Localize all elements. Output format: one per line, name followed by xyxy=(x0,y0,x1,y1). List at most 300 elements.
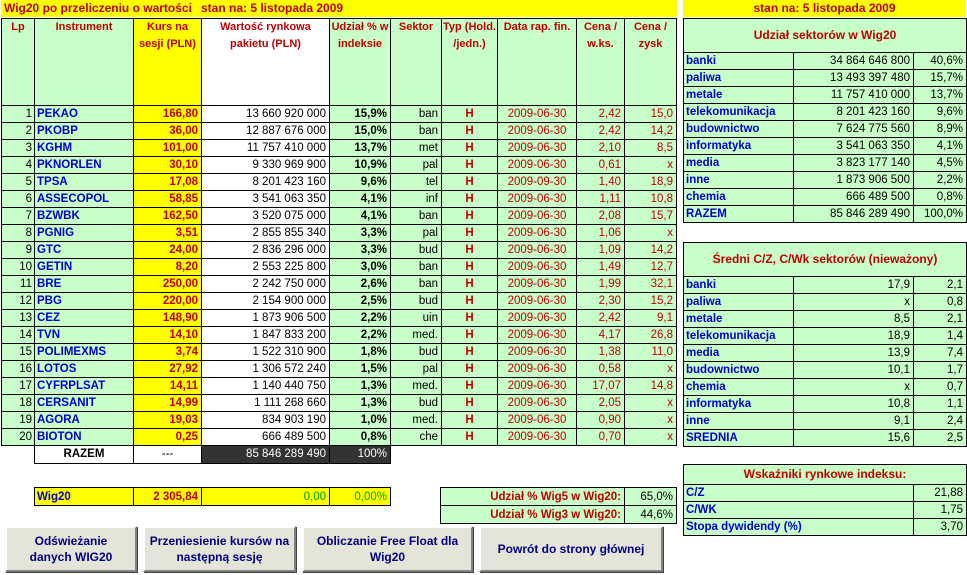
row-udzial: 3,3% xyxy=(330,225,391,242)
row-data: 2009-09-30 xyxy=(498,174,577,191)
row-kurs: 14,11 xyxy=(134,378,202,395)
total-row xyxy=(2,446,677,464)
table-row xyxy=(2,395,677,412)
table-row xyxy=(2,208,677,225)
row-kurs: 3,51 xyxy=(134,225,202,242)
sheet-title: Wig20 po przeliczeniu o wartości xyxy=(4,1,192,15)
sector-pct: 9,6% xyxy=(914,104,967,121)
indicator-name: C/WK xyxy=(684,502,914,519)
ratio-cwk: 2,1 xyxy=(914,277,967,294)
row-sektor: ban xyxy=(391,259,442,276)
row-instrument: PGNIG xyxy=(35,225,134,242)
row-typ: H xyxy=(442,344,498,361)
row-instrument: BRE xyxy=(35,276,134,293)
row-lp: 6 xyxy=(2,191,35,208)
row-lp: 7 xyxy=(2,208,35,225)
row-lp: 1 xyxy=(2,106,35,123)
row-kurs: 19,03 xyxy=(134,412,202,429)
row-kurs: 8,20 xyxy=(134,259,202,276)
row-cena-zysk: 15,7 xyxy=(625,208,677,225)
row-udzial: 4,1% xyxy=(330,208,391,225)
row-udzial: 2,6% xyxy=(330,276,391,293)
sector-pct: 15,7% xyxy=(914,70,967,87)
row-wartosc: 12 887 676 000 xyxy=(202,123,330,140)
row-instrument: BZWBK xyxy=(35,208,134,225)
list-item xyxy=(684,189,967,206)
row-kurs: 3,74 xyxy=(134,344,202,361)
row-cena-wks: 1,40 xyxy=(577,174,625,191)
row-cena-wks: 1,99 xyxy=(577,276,625,293)
row-kurs: 24,00 xyxy=(134,242,202,259)
row-udzial: 10,9% xyxy=(330,157,391,174)
list-item xyxy=(684,396,967,413)
wig20-change-pct: 0,00% xyxy=(330,488,391,506)
row-data: 2009-06-30 xyxy=(498,242,577,259)
row-typ: H xyxy=(442,429,498,446)
list-item xyxy=(684,277,967,294)
wig3-value: 44,6% xyxy=(625,506,677,524)
row-typ: H xyxy=(442,174,498,191)
row-wartosc: 13 660 920 000 xyxy=(202,106,330,123)
list-item xyxy=(684,362,967,379)
row-typ: H xyxy=(442,378,498,395)
header-instrument: Instrument xyxy=(35,19,134,106)
row-kurs: 14,10 xyxy=(134,327,202,344)
sector-ratios-heading: Średni C/Z, C/Wk sektorów (nieważony) xyxy=(684,243,967,277)
back-to-main-button[interactable]: Powrót do strony głównej xyxy=(479,526,663,572)
sector-ratios-table xyxy=(683,242,967,447)
row-sektor: med. xyxy=(391,378,442,395)
ratio-sector-name: inne xyxy=(684,413,794,430)
row-cena-wks: 2,08 xyxy=(577,208,625,225)
row-cena-zysk: 8,5 xyxy=(625,140,677,157)
row-cena-zysk: 14,2 xyxy=(625,242,677,259)
header-data: Data rap. fin. xyxy=(498,19,577,106)
row-sektor: med. xyxy=(391,327,442,344)
table-row xyxy=(2,412,677,429)
row-cena-zysk: x xyxy=(625,225,677,242)
list-item xyxy=(684,70,967,87)
row-lp: 15 xyxy=(2,344,35,361)
table-row xyxy=(2,378,677,395)
list-item xyxy=(684,294,967,311)
row-udzial: 1,5% xyxy=(330,361,391,378)
table-row xyxy=(2,106,677,123)
sector-value: 34 864 646 800 xyxy=(794,53,914,70)
row-sektor: pal xyxy=(391,225,442,242)
row-instrument: GTC xyxy=(35,242,134,259)
row-typ: H xyxy=(442,191,498,208)
ratio-sector-name: telekomunikacja xyxy=(684,328,794,345)
row-kurs: 0,25 xyxy=(134,429,202,446)
ratio-sector-name: paliwa xyxy=(684,294,794,311)
row-cena-zysk: 9,1 xyxy=(625,310,677,327)
sector-value: 3 541 063 350 xyxy=(794,138,914,155)
list-item xyxy=(684,311,967,328)
table-row xyxy=(2,259,677,276)
list-item xyxy=(684,104,967,121)
row-udzial: 1,8% xyxy=(330,344,391,361)
row-sektor: met xyxy=(391,140,442,157)
row-cena-wks: 2,30 xyxy=(577,293,625,310)
row-udzial: 2,5% xyxy=(330,293,391,310)
row-udzial: 0,8% xyxy=(330,429,391,446)
total-udzial: 100% xyxy=(330,446,391,464)
row-instrument: KGHM xyxy=(35,140,134,157)
row-cena-zysk: 14,8 xyxy=(625,378,677,395)
row-kurs: 27,92 xyxy=(134,361,202,378)
row-lp: 5 xyxy=(2,174,35,191)
row-typ: H xyxy=(442,225,498,242)
row-kurs: 36,00 xyxy=(134,123,202,140)
list-item xyxy=(684,87,967,104)
row-lp: 12 xyxy=(2,293,35,310)
row-data: 2009-06-30 xyxy=(498,276,577,293)
sector-value: 666 489 500 xyxy=(794,189,914,206)
sector-value: 13 493 397 480 xyxy=(794,70,914,87)
row-lp: 19 xyxy=(2,412,35,429)
row-lp: 18 xyxy=(2,395,35,412)
row-lp: 10 xyxy=(2,259,35,276)
total-label: RAZEM xyxy=(35,446,134,464)
row-sektor: ban xyxy=(391,208,442,225)
row-kurs: 220,00 xyxy=(134,293,202,310)
header-typ: Typ (Hold. /jedn.) xyxy=(442,19,498,106)
list-item xyxy=(684,53,967,70)
row-instrument: LOTOS xyxy=(35,361,134,378)
sector-name: media xyxy=(684,155,794,172)
row-udzial: 9,6% xyxy=(330,174,391,191)
header-kurs: Kurs na sesji (PLN) xyxy=(134,19,202,106)
sector-value: 11 757 410 000 xyxy=(794,87,914,104)
refresh-data-button[interactable]: Odświeżanie danych WIG20 xyxy=(5,526,137,572)
row-kurs: 101,00 xyxy=(134,140,202,157)
ratio-cz: 10,8 xyxy=(794,396,914,413)
row-cena-zysk: x xyxy=(625,429,677,446)
row-typ: H xyxy=(442,395,498,412)
blank-cell xyxy=(442,446,498,464)
row-instrument: TVN xyxy=(35,327,134,344)
table-row xyxy=(2,225,677,242)
table-row xyxy=(2,157,677,174)
row-typ: H xyxy=(442,361,498,378)
row-data: 2009-06-30 xyxy=(498,378,577,395)
row-udzial: 15,9% xyxy=(330,106,391,123)
wig5-value: 65,0% xyxy=(625,488,677,506)
sector-pct: 2,2% xyxy=(914,172,967,189)
row-instrument: CYFRPLSAT xyxy=(35,378,134,395)
row-typ: H xyxy=(442,310,498,327)
row-lp: 20 xyxy=(2,429,35,446)
row-instrument: AGORA xyxy=(35,412,134,429)
row-wartosc: 1 847 833 200 xyxy=(202,327,330,344)
move-prices-button[interactable]: Przeniesienie kursów na następną sesję xyxy=(143,526,296,572)
indicator-value: 3,70 xyxy=(914,519,967,536)
list-item xyxy=(684,345,967,362)
sector-value: 8 201 423 160 xyxy=(794,104,914,121)
row-wartosc: 2 242 750 000 xyxy=(202,276,330,293)
header-cena-wks: Cena / w.ks. xyxy=(577,19,625,106)
row-data: 2009-06-30 xyxy=(498,140,577,157)
row-wartosc: 1 111 268 660 xyxy=(202,395,330,412)
ratio-cz: 8,5 xyxy=(794,311,914,328)
row-data: 2009-06-30 xyxy=(498,412,577,429)
table-header xyxy=(2,19,677,106)
row-data: 2009-06-30 xyxy=(498,327,577,344)
row-lp: 11 xyxy=(2,276,35,293)
blank-cell xyxy=(498,446,577,464)
row-cena-wks: 0,61 xyxy=(577,157,625,174)
table-row xyxy=(2,327,677,344)
sector-pct: 100,0% xyxy=(914,206,967,223)
ratio-cz: 10,1 xyxy=(794,362,914,379)
sector-name: metale xyxy=(684,87,794,104)
list-item xyxy=(684,430,967,447)
row-cena-zysk: 11,0 xyxy=(625,344,677,361)
sector-value: 3 823 177 140 xyxy=(794,155,914,172)
row-udzial: 3,0% xyxy=(330,259,391,276)
row-cena-wks: 1,11 xyxy=(577,191,625,208)
ratio-cwk: 2,4 xyxy=(914,413,967,430)
sector-value: 85 846 289 490 xyxy=(794,206,914,223)
row-kurs: 17,08 xyxy=(134,174,202,191)
row-cena-zysk: 14,2 xyxy=(625,123,677,140)
ratio-cwk: 1,7 xyxy=(914,362,967,379)
ratio-sector-name: chemia xyxy=(684,379,794,396)
row-cena-wks: 0,90 xyxy=(577,412,625,429)
row-sektor: bud xyxy=(391,395,442,412)
row-wartosc: 1 140 440 750 xyxy=(202,378,330,395)
row-sektor: bud xyxy=(391,293,442,310)
list-item xyxy=(684,121,967,138)
sector-name: budownictwo xyxy=(684,121,794,138)
ratio-cwk: 2,5 xyxy=(914,430,967,447)
indicator-name: Stopa dywidendy (%) xyxy=(684,519,914,536)
row-lp: 13 xyxy=(2,310,35,327)
row-typ: H xyxy=(442,259,498,276)
ratio-cwk: 7,4 xyxy=(914,345,967,362)
row-wartosc: 2 553 225 800 xyxy=(202,259,330,276)
row-data: 2009-06-30 xyxy=(498,395,577,412)
wig5-label: Udział % Wig5 w Wig20: xyxy=(441,488,625,506)
wig20-label: Wig20 xyxy=(35,488,134,506)
sheet-title-bar xyxy=(1,0,677,17)
row-kurs: 58,85 xyxy=(134,191,202,208)
blank-cell xyxy=(577,446,625,464)
sector-value: 7 624 775 560 xyxy=(794,121,914,138)
ratio-cz: x xyxy=(794,379,914,396)
row-data: 2009-06-30 xyxy=(498,123,577,140)
row-udzial: 1,3% xyxy=(330,395,391,412)
row-sektor: bud xyxy=(391,344,442,361)
list-item xyxy=(684,502,967,519)
table-row xyxy=(2,140,677,157)
blank-cell xyxy=(391,446,442,464)
row-sektor: ban xyxy=(391,123,442,140)
row-sektor: uin xyxy=(391,310,442,327)
row-sektor: med. xyxy=(391,412,442,429)
row-wartosc: 1 873 906 500 xyxy=(202,310,330,327)
header-lp: Lp xyxy=(2,19,35,106)
row-data: 2009-06-30 xyxy=(498,293,577,310)
row-kurs: 250,00 xyxy=(134,276,202,293)
row-typ: H xyxy=(442,276,498,293)
wig-share-box xyxy=(440,487,677,524)
wig20-value: 2 305,84 xyxy=(134,488,202,506)
row-instrument: PBG xyxy=(35,293,134,310)
header-udzial: Udział % w indeksie xyxy=(330,19,391,106)
row-cena-wks: 2,05 xyxy=(577,395,625,412)
table-row xyxy=(2,123,677,140)
sector-pct: 4,5% xyxy=(914,155,967,172)
row-sektor: pal xyxy=(391,157,442,174)
total-kurs: --- xyxy=(134,446,202,464)
row-udzial: 1,0% xyxy=(330,412,391,429)
sector-name: banki xyxy=(684,53,794,70)
row-udzial: 4,1% xyxy=(330,191,391,208)
indicators-heading: Wskaźniki rynkowe indeksu: xyxy=(684,465,967,485)
row-wartosc: 9 330 969 900 xyxy=(202,157,330,174)
sector-pct: 4,1% xyxy=(914,138,967,155)
wig20-table xyxy=(1,18,677,464)
row-cena-zysk: 18,9 xyxy=(625,174,677,191)
row-cena-zysk: 32,1 xyxy=(625,276,677,293)
row-sektor: bud xyxy=(391,242,442,259)
row-typ: H xyxy=(442,157,498,174)
row-typ: H xyxy=(442,327,498,344)
row-data: 2009-06-30 xyxy=(498,225,577,242)
row-data: 2009-06-30 xyxy=(498,344,577,361)
row-cena-zysk: x xyxy=(625,361,677,378)
row-instrument: PKOBP xyxy=(35,123,134,140)
table-row xyxy=(2,242,677,259)
sector-name: inne xyxy=(684,172,794,189)
row-lp: 9 xyxy=(2,242,35,259)
row-lp: 16 xyxy=(2,361,35,378)
row-instrument: TPSA xyxy=(35,174,134,191)
row-typ: H xyxy=(442,123,498,140)
ratio-cz: 9,1 xyxy=(794,413,914,430)
table-row xyxy=(2,429,677,446)
row-lp: 3 xyxy=(2,140,35,157)
row-typ: H xyxy=(442,140,498,157)
row-cena-zysk: 10,8 xyxy=(625,191,677,208)
row-cena-wks: 0,70 xyxy=(577,429,625,446)
row-sektor: che xyxy=(391,429,442,446)
row-instrument: ASSECOPOL xyxy=(35,191,134,208)
row-cena-zysk: 15,0 xyxy=(625,106,677,123)
market-indicators-table xyxy=(683,464,967,536)
table-row xyxy=(2,344,677,361)
row-sektor: ban xyxy=(391,106,442,123)
row-typ: H xyxy=(442,293,498,310)
ratio-cwk: 0,7 xyxy=(914,379,967,396)
row-wartosc: 8 201 423 160 xyxy=(202,174,330,191)
row-wartosc: 1 306 572 240 xyxy=(202,361,330,378)
row-udzial: 2,2% xyxy=(330,327,391,344)
table-row xyxy=(2,174,677,191)
row-data: 2009-06-30 xyxy=(498,429,577,446)
row-sektor: tel xyxy=(391,174,442,191)
ratio-sector-name: SREDNIA xyxy=(684,430,794,447)
row-data: 2009-06-30 xyxy=(498,361,577,378)
row-instrument: POLIMEXMS xyxy=(35,344,134,361)
table-row xyxy=(2,310,677,327)
ratio-cz: 15,6 xyxy=(794,430,914,447)
row-cena-wks: 1,09 xyxy=(577,242,625,259)
row-kurs: 148,90 xyxy=(134,310,202,327)
row-sektor: ban xyxy=(391,276,442,293)
list-item xyxy=(684,379,967,396)
header-cena-zysk: Cena / zysk xyxy=(625,19,677,106)
row-wartosc: 3 541 063 350 xyxy=(202,191,330,208)
row-lp: 4 xyxy=(2,157,35,174)
row-wartosc: 2 154 900 000 xyxy=(202,293,330,310)
row-lp: 8 xyxy=(2,225,35,242)
list-item xyxy=(684,138,967,155)
sector-name: RAZEM xyxy=(684,206,794,223)
sector-pct: 40,6% xyxy=(914,53,967,70)
ratio-cwk: 0,8 xyxy=(914,294,967,311)
row-instrument: CEZ xyxy=(35,310,134,327)
row-typ: H xyxy=(442,412,498,429)
free-float-button[interactable]: Obliczanie Free Float dla Wig20 xyxy=(302,526,473,572)
row-lp: 2 xyxy=(2,123,35,140)
ratio-sector-name: media xyxy=(684,345,794,362)
row-cena-wks: 2,42 xyxy=(577,106,625,123)
ratio-sector-name: informatyka xyxy=(684,396,794,413)
sector-share-table xyxy=(683,18,967,223)
row-cena-zysk: x xyxy=(625,395,677,412)
row-kurs: 30,10 xyxy=(134,157,202,174)
right-date: stan na: 5 listopada 2009 xyxy=(753,1,896,15)
ratio-cz: x xyxy=(794,294,914,311)
row-typ: H xyxy=(442,106,498,123)
ratio-sector-name: budownictwo xyxy=(684,362,794,379)
row-cena-wks: 17,07 xyxy=(577,378,625,395)
row-wartosc: 834 903 190 xyxy=(202,412,330,429)
row-cena-zysk: x xyxy=(625,412,677,429)
indicator-value: 21,88 xyxy=(914,485,967,502)
row-lp: 14 xyxy=(2,327,35,344)
sector-name: chemia xyxy=(684,189,794,206)
list-item xyxy=(684,155,967,172)
sector-pct: 0,8% xyxy=(914,189,967,206)
ratio-cz: 17,9 xyxy=(794,277,914,294)
sector-name: paliwa xyxy=(684,70,794,87)
row-cena-wks: 2,10 xyxy=(577,140,625,157)
row-instrument: BIOTON xyxy=(35,429,134,446)
table-row xyxy=(2,276,677,293)
list-item xyxy=(684,519,967,536)
row-instrument: CERSANIT xyxy=(35,395,134,412)
row-wartosc: 3 520 075 000 xyxy=(202,208,330,225)
row-wartosc: 11 757 410 000 xyxy=(202,140,330,157)
row-cena-zysk: 12,7 xyxy=(625,259,677,276)
list-item xyxy=(684,485,967,502)
indicator-value: 1,75 xyxy=(914,502,967,519)
row-data: 2009-06-30 xyxy=(498,259,577,276)
row-lp: 17 xyxy=(2,378,35,395)
ratio-cz: 18,9 xyxy=(794,328,914,345)
row-data: 2009-06-30 xyxy=(498,157,577,174)
row-sektor: inf xyxy=(391,191,442,208)
row-instrument: PKNORLEN xyxy=(35,157,134,174)
row-data: 2009-06-30 xyxy=(498,191,577,208)
row-cena-wks: 0,58 xyxy=(577,361,625,378)
sector-pct: 8,9% xyxy=(914,121,967,138)
ratio-cwk: 1,4 xyxy=(914,328,967,345)
